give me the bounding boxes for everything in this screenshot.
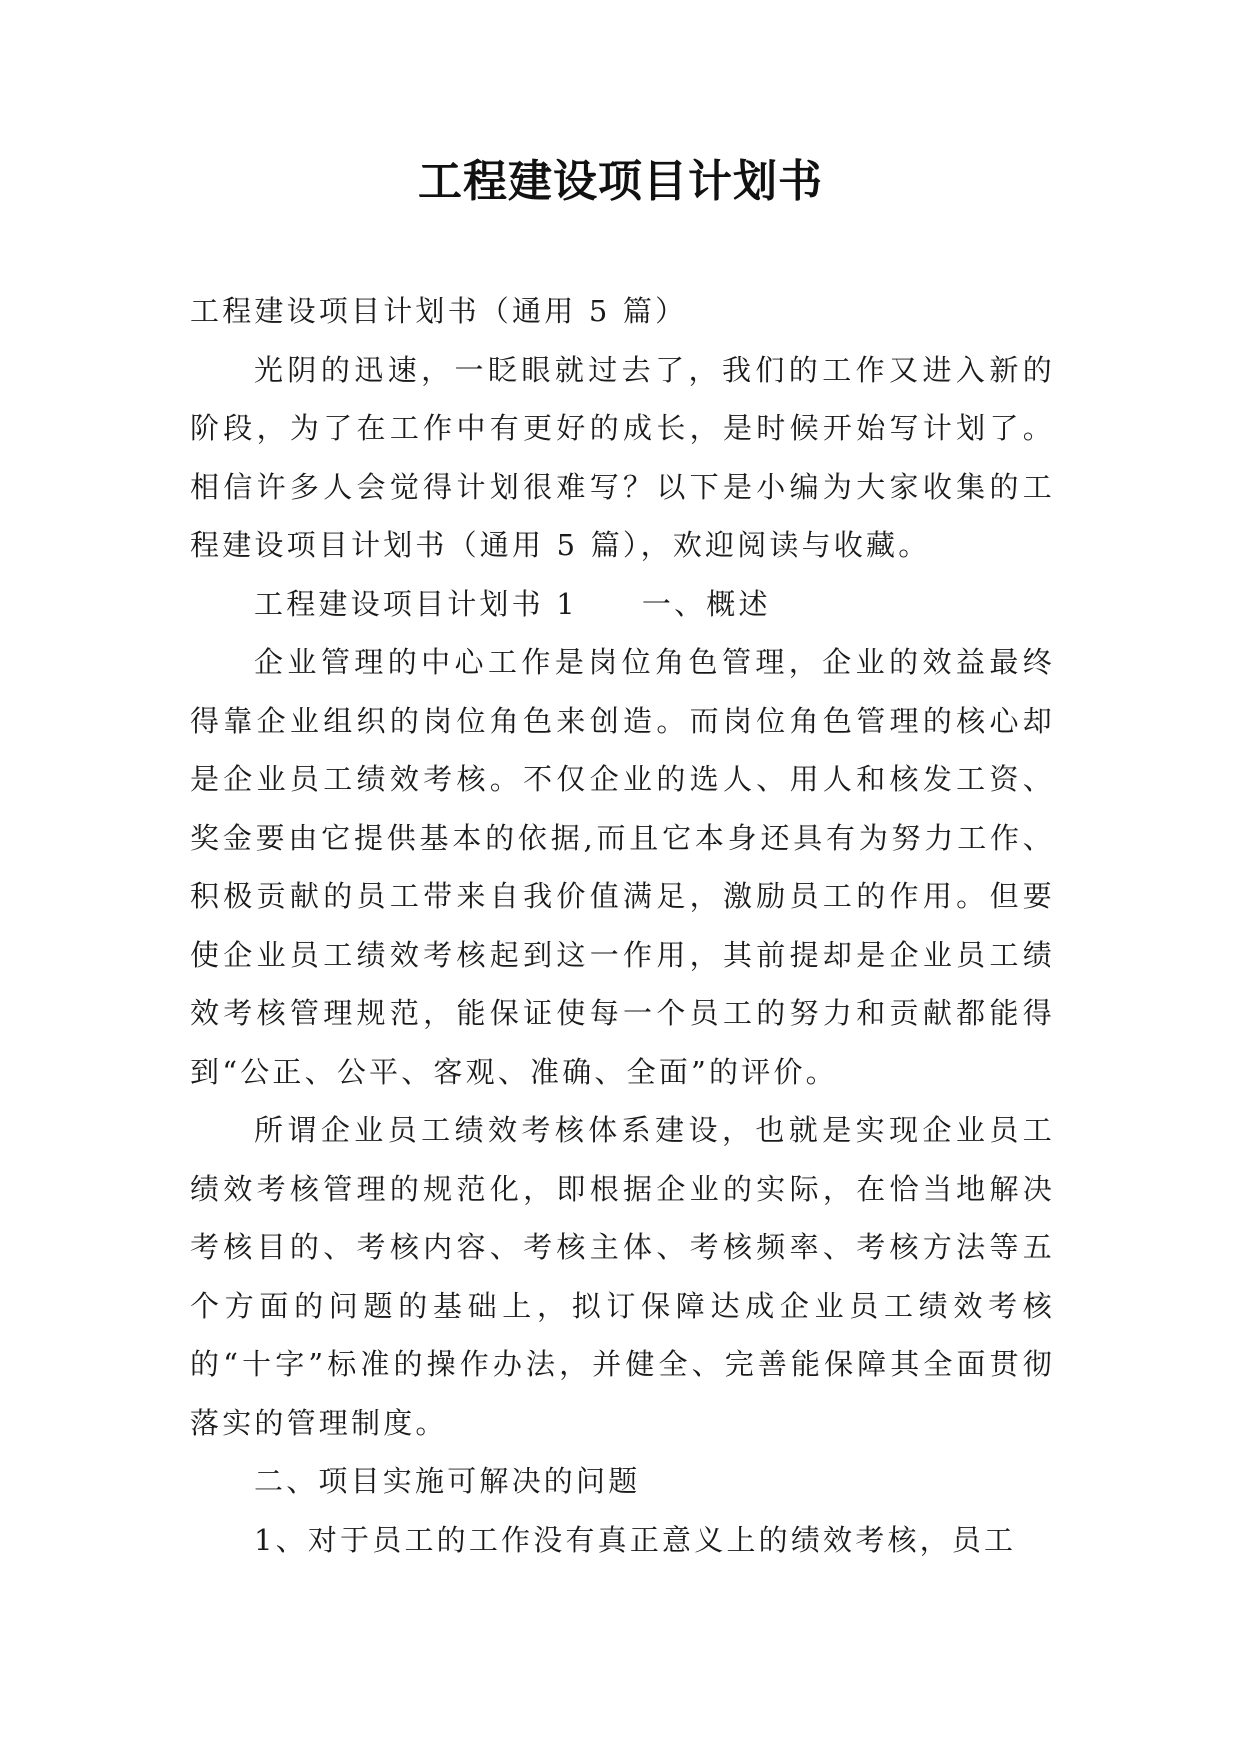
part-one-heading: 一、概述: [641, 586, 771, 621]
intro-paragraph: 光阴的迅速，一眨眼就过去了，我们的工作又进入新的阶段，为了在工作中有更好的成长，是时候开始写计划了。相信许多人会觉得计划很难写？以下是小编为大家收集的工程建设项目计划书（通用 5 篇），欢迎阅读与收藏。: [190, 352, 1055, 562]
section-heading: 工程建设项目计划书 1: [254, 586, 578, 621]
body-paragraph: 企业管理的中心工作是岗位角色管理，企业的效益最终得靠企业组织的岗位角色来创造。而岗位角色管理的核心却是企业员工绩效考核。不仅企业的选人、用人和核发工资、奖金要由它提供基本的依据,而且它本身还具有为努力工作、积极贡献的员工带来自我价值满足，激励员工的作用。但要使企业员工绩效考核起到这一作用，其前提却是企业员工绩效考核管理规范，能保证使每一个员工的努力和贡献都能得到“公正、公平、客观、准确、全面”的评价。: [190, 645, 1055, 1089]
part-two-heading: 二、项目实施可解决的问题: [254, 1464, 641, 1498]
document-body: [190, 282, 1055, 1569]
list-item: 1、对于员工的工作没有真正意义上的绩效考核，员工: [254, 1522, 1017, 1557]
section-heading-line: [190, 575, 1055, 634]
document-subtitle: 工程建设项目计划书（通用 5 篇）: [190, 294, 688, 328]
document-title: 工程建设项目计划书: [418, 156, 823, 207]
body-paragraph: 所谓企业员工绩效考核体系建设，也就是实现企业员工绩效考核管理的规范化，即根据企业的实际，在恰当地解决考核目的、考核内容、考核主体、考核频率、考核方法等五个方面的问题的基础上，拟订保障达成企业员工绩效考核的“十字”标准的操作办法，并健全、完善能保障其全面贯彻落实的管理制度。: [190, 1113, 1055, 1440]
